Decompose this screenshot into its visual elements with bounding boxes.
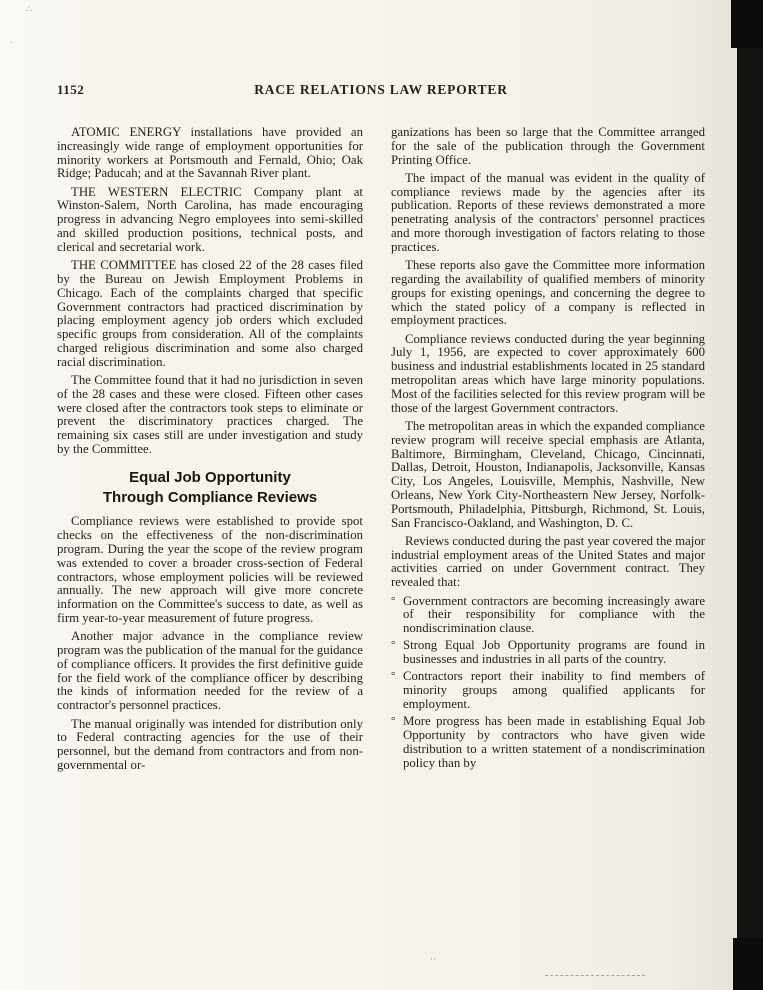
bullet-text: More progress has been made in establishing Equal Job Opportunity by contractors who have given wide distribution to a written statement of a nondiscrimination policy than by xyxy=(403,714,705,770)
paragraph: The metropolitan areas in which the expanded compliance review program will receive special emphasis are Atlanta, Baltimore, Birmingham, Cleveland, Chicago, Cincinnati, Dallas, Detroit, Houston, Indianapolis, Jacksonville, Kansas City, Los Angeles, Louisville, Memphis, Nashville, New Orleans, New York City-Northeastern New Jersey, Norfolk-Portsmouth, Philadelphia, Pittsburgh, Richmond, St. Louis, San Francisco-Oakland, and Washington, D. C. xyxy=(391,418,705,530)
page-number: 1152 xyxy=(57,82,85,97)
page-header xyxy=(57,82,705,100)
bullet-marker: ° xyxy=(391,670,396,683)
paragraph: ganizations has been so large that the Committee arranged for the sale of the publication through the Government Printing Office. xyxy=(391,125,705,167)
paragraph: ATOMIC ENERGY installations have provided an increasingly wide range of employment opportunities for minority workers at Portsmouth and Fernald, Ohio; Oak Ridge; Paducah; and at the Savannah River plant. xyxy=(57,125,363,181)
paragraph: The impact of the manual was evident in the quality of compliance reviews made by the agencies after its publication. Reports of these reviews demonstrated a more penetrating analysis of the contractors' personnel practices and more thorough investigation of factors relating to those practices. xyxy=(391,170,705,254)
bullet-item xyxy=(391,715,705,770)
scan-speck: · xyxy=(10,37,13,47)
paragraph: Reviews conducted during the past year covered the major industrial employment areas of the United States and major activities carried on under Government contract. They revealed that: xyxy=(391,533,705,590)
scan-dashed-mark xyxy=(545,975,645,976)
scan-corner-top xyxy=(731,0,763,48)
bullet-text: Contractors report their inability to find members of minority groups among qualified applicants for employment. xyxy=(403,669,705,712)
scan-edge-strip xyxy=(737,0,763,990)
section-heading-line: Equal Job Opportunity xyxy=(129,468,291,486)
right-column xyxy=(391,126,705,777)
bullet-marker: ° xyxy=(391,715,396,728)
bullet-item xyxy=(391,595,705,636)
page-content xyxy=(57,82,705,777)
bullet-text: Government contractors are becoming increasingly aware of their responsibility for compliance with the nondiscrimination clause. xyxy=(403,593,705,636)
section-heading-line: Through Compliance Reviews xyxy=(102,488,318,506)
left-column xyxy=(57,126,363,777)
two-column-layout xyxy=(57,126,705,777)
paragraph: Compliance reviews conducted during the year beginning July 1, 1956, are expected to cover approximately 600 business and industrial establishments located in 25 standard metropolitan areas which have large minority populations. Most of the facilities selected for this review program will be those of the largest Government contractors. xyxy=(391,331,705,415)
bullet-marker: ° xyxy=(391,594,396,607)
bullet-item xyxy=(391,639,705,667)
bullet-text: Strong Equal Job Opportunity programs are found in businesses and industries in all parts of the country. xyxy=(403,638,705,667)
paragraph: THE COMMITTEE has closed 22 of the 28 cases filed by the Bureau on Jewish Employment Problems in Chicago. Each of the complaints charged that specific Government contractors had practiced discrimination by placing employment agency job orders which excluded specific groups from consideration. All of the complaints charged religious discrimination and some also charged racial discrimination. xyxy=(57,258,363,369)
bullet-marker: ° xyxy=(391,639,396,652)
bullet-list xyxy=(391,595,705,771)
bullet-item xyxy=(391,670,705,711)
paragraph: These reports also gave the Committee more information regarding the availability of qualified members of minority groups for existing openings, and concerning the degree to which the stated policy of a company is reflected in employment practices. xyxy=(391,258,705,328)
paragraph: The manual originally was intended for distribution only to Federal contracting agencies for the use of their personnel, but the demand from contractors and from non-governmental or- xyxy=(57,716,363,772)
journal-title: RACE RELATIONS LAW REPORTER xyxy=(254,82,508,97)
scan-speck: ·· xyxy=(430,954,436,964)
section-heading xyxy=(57,468,363,508)
paragraph: Compliance reviews were established to provide spot checks on the effectiveness of the non-discrimination program. During the year the scope of the review program was extended to cover a broader cross-section of Federal contractors, whose employment policies will be reviewed annually. The new approach will give more concrete information on the Committee's success to date, as well as firm year-to-year measurement of future progress. xyxy=(57,514,363,625)
paragraph: THE WESTERN ELECTRIC Company plant at Winston-Salem, North Carolina, has made encouraging progress in advancing Negro employees into semi-skilled and skilled production positions, technical posts, and clerical and secretarial work. xyxy=(57,184,363,254)
paragraph: Another major advance in the compliance review program was the publication of the manual for the guidance of compliance officers. It provides the first definitive guide for the field work of the compliance officer by describing the kinds of information needed for the review of a contractor's personnel practices. xyxy=(57,629,363,713)
paragraph: The Committee found that it had no jurisdiction in seven of the 28 cases and these were closed. Fifteen other cases were closed after the contractors took steps to eliminate or prevent the discriminatory practices charged. The remaining six cases still are under investigation and study by the Committee. xyxy=(57,373,363,457)
scan-corner-bottom xyxy=(733,938,763,990)
scan-speck: ∴ xyxy=(26,4,32,14)
